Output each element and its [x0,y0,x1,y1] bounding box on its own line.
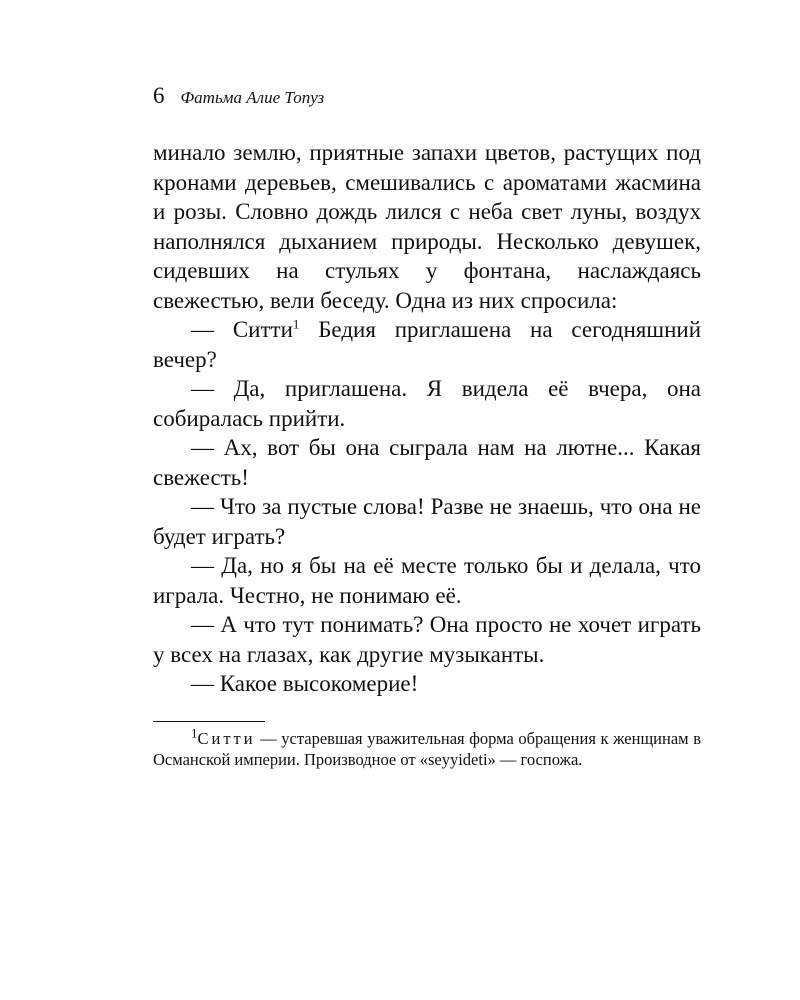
running-head [153,82,701,110]
book-page [153,82,701,770]
footnote-term: Ситти [197,728,256,748]
footnote [153,725,701,770]
footnote-text: — устаревшая уважительная форма обращения к женщинам в Османской империи. Производное от «seyyideti» — госпожа. [153,728,701,769]
paragraph-3: — Да, приглашена. Я видела её вчера, она собиралась прийти. [153,376,701,431]
paragraph-2 [153,315,701,374]
paragraph-5: — Что за пустые слова! Разве не знаешь, что она не будет играть? [153,494,701,549]
paragraph-2-start: — Ситти [191,317,293,342]
footnote-marker: 1 [191,725,198,740]
page-number: 6 [153,83,165,108]
paragraph-8: — Какое высокомерие! [191,671,419,696]
paragraph-2-end: Бедия приглашена на сегодняшний вечер? [153,317,701,372]
running-title: Фатьма Алие Топуз [180,88,325,107]
body-text [153,138,701,699]
paragraph-1: минало землю, приятные запахи цветов, растущих под кронами деревьев, смешивались с ароматами жасмина и розы. Словно дождь лился с неба свет луны, воздух наполнялся дыханием природы. Несколько девушек, сидевших на стульях у фонтана, наслаждаясь свежестью, вели беседу. Одна из них спросила: [153,140,701,313]
paragraph-4: — Ах, вот бы она сыграла нам на лютне... Какая свежесть! [153,435,701,490]
footnote-divider [153,721,265,722]
paragraph-6: — Да, но я бы на её месте только бы и делала, что играла. Честно, не понимаю её. [153,553,701,608]
paragraph-7: — А что тут понимать? Она просто не хочет играть у всех на глазах, как другие музыканты. [153,612,701,667]
footnote-reference: 1 [292,316,300,332]
